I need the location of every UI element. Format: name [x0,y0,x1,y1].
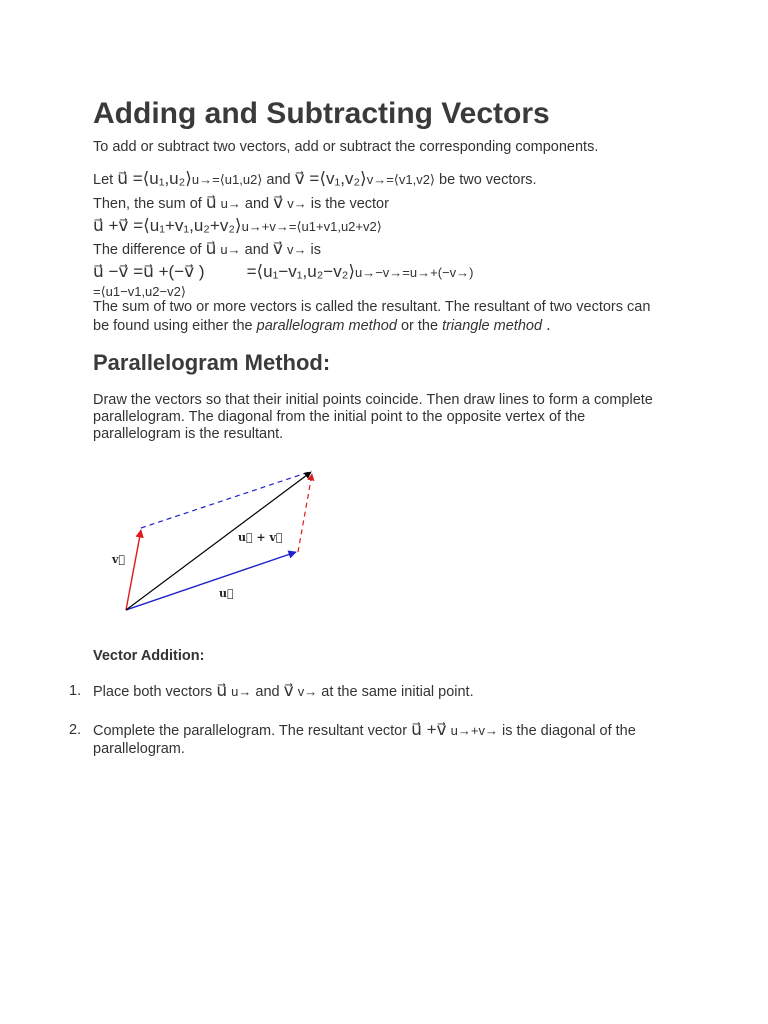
sum-formula [93,215,668,238]
step-tail: is the diagonal of the parallelogram. [93,723,636,757]
steps-list [69,681,668,758]
sum-formula-alt: u→+v→=⟨u1+v1,u2+v2⟩ [241,219,382,234]
sum-line [93,192,668,216]
v-symbol: v⃗ [272,238,283,258]
resultant-paragraph [93,299,668,335]
diff-tail: is [310,241,322,258]
or-the-text: or the [400,317,439,334]
period: . [546,314,551,334]
definition-line [93,168,668,192]
label-v: v⃗ [112,553,125,566]
u-definition: u⃗ =⟨u₁,u₂⟩ [117,169,192,188]
step-number: 1. [69,683,82,699]
diff-formula-alt2: =⟨u1−v1,u2−v2⟩ [93,283,186,299]
dashed-top-side [141,471,312,528]
sum-expression-alt: u→+v→ [450,723,498,738]
u-symbol: u⃗ [205,238,217,258]
diff-formula-part2: =⟨u₁−v₁,u₂−v₂⟩ [246,262,355,281]
sum-expression: u⃗ +v⃗ [411,720,447,739]
parallelogram-method-term: parallelogram method [256,317,397,334]
v-symbol-alt: v→ [297,684,318,699]
and-text: and [244,195,270,212]
vector-v-arrow [126,530,141,610]
label-u-plus-v: u⃗ + v⃗ [238,531,283,544]
step-lead: Place both vectors [93,684,213,700]
label-u: u⃗ [219,587,234,600]
triangle-method-term: triangle method [442,317,543,334]
vector-addition-heading: Vector Addition: [93,648,205,664]
v-symbol-alt: v→ [287,195,307,211]
document-body [93,96,668,443]
difference-formula [93,261,668,284]
parallelogram-paragraph: Draw the vectors so that their initial points coincide. Then draw lines to form a complete parallelogram. The diagonal from the initial point to the opposite vertex of the parallelogram is the resultant. [93,391,653,442]
step-lead: Complete the parallelogram. The resultant vector [93,723,408,739]
and-text: and [266,172,291,188]
list-item [69,720,668,758]
and-text: and [244,241,269,258]
parallelogram-figure [100,462,340,622]
v-symbol: v⃗ [273,192,284,212]
diff-formula-part1: u⃗ −v⃗ =u⃗ +(−v⃗ ) [93,262,205,281]
difference-formula-alt-line [93,284,668,299]
vector-u-arrow [126,552,296,610]
diff-lead: The difference of [93,241,202,258]
page-title: Adding and Subtracting Vectors [93,97,550,130]
u-symbol-alt: u→ [231,684,252,699]
intro-paragraph: To add or subtract two vectors, add or subtract the corresponding components. [93,139,599,155]
v-definition-alt: v→=⟨v1,v2⟩ [366,172,435,187]
diff-formula-alt: u→−v→=u→+(−v→) [354,265,474,280]
u-symbol: u⃗ [216,681,228,700]
u-symbol: u⃗ [205,192,217,212]
u-symbol-alt: u→ [220,195,241,211]
dashed-right-side [298,474,312,552]
sum-tail: is the vector [310,195,389,212]
u-symbol-alt: u→ [220,241,241,257]
be-two-text: be two vectors. [439,172,537,188]
difference-line [93,238,668,262]
step-tail: at the same initial point. [321,684,474,700]
sum-formula-main: u⃗ +v⃗ =⟨u₁+v₁,u₂+v₂⟩ [93,216,242,235]
list-item [69,681,668,701]
v-symbol-alt: v→ [287,241,307,257]
resultant-text: The sum of two or more vectors is called the resultant. The resultant of two vectors can be found using either the [93,298,651,334]
v-definition: v⃗ =⟨v₁,v₂⟩ [294,169,367,188]
sum-lead: Then, the sum of [93,195,202,212]
u-definition-alt: u→=⟨u1,u2⟩ [191,172,263,187]
v-symbol: v⃗ [283,681,294,700]
step-number: 2. [69,722,82,738]
section-heading: Parallelogram Method: [93,349,331,375]
and-text: and [255,684,280,700]
let-text: Let [93,172,114,188]
